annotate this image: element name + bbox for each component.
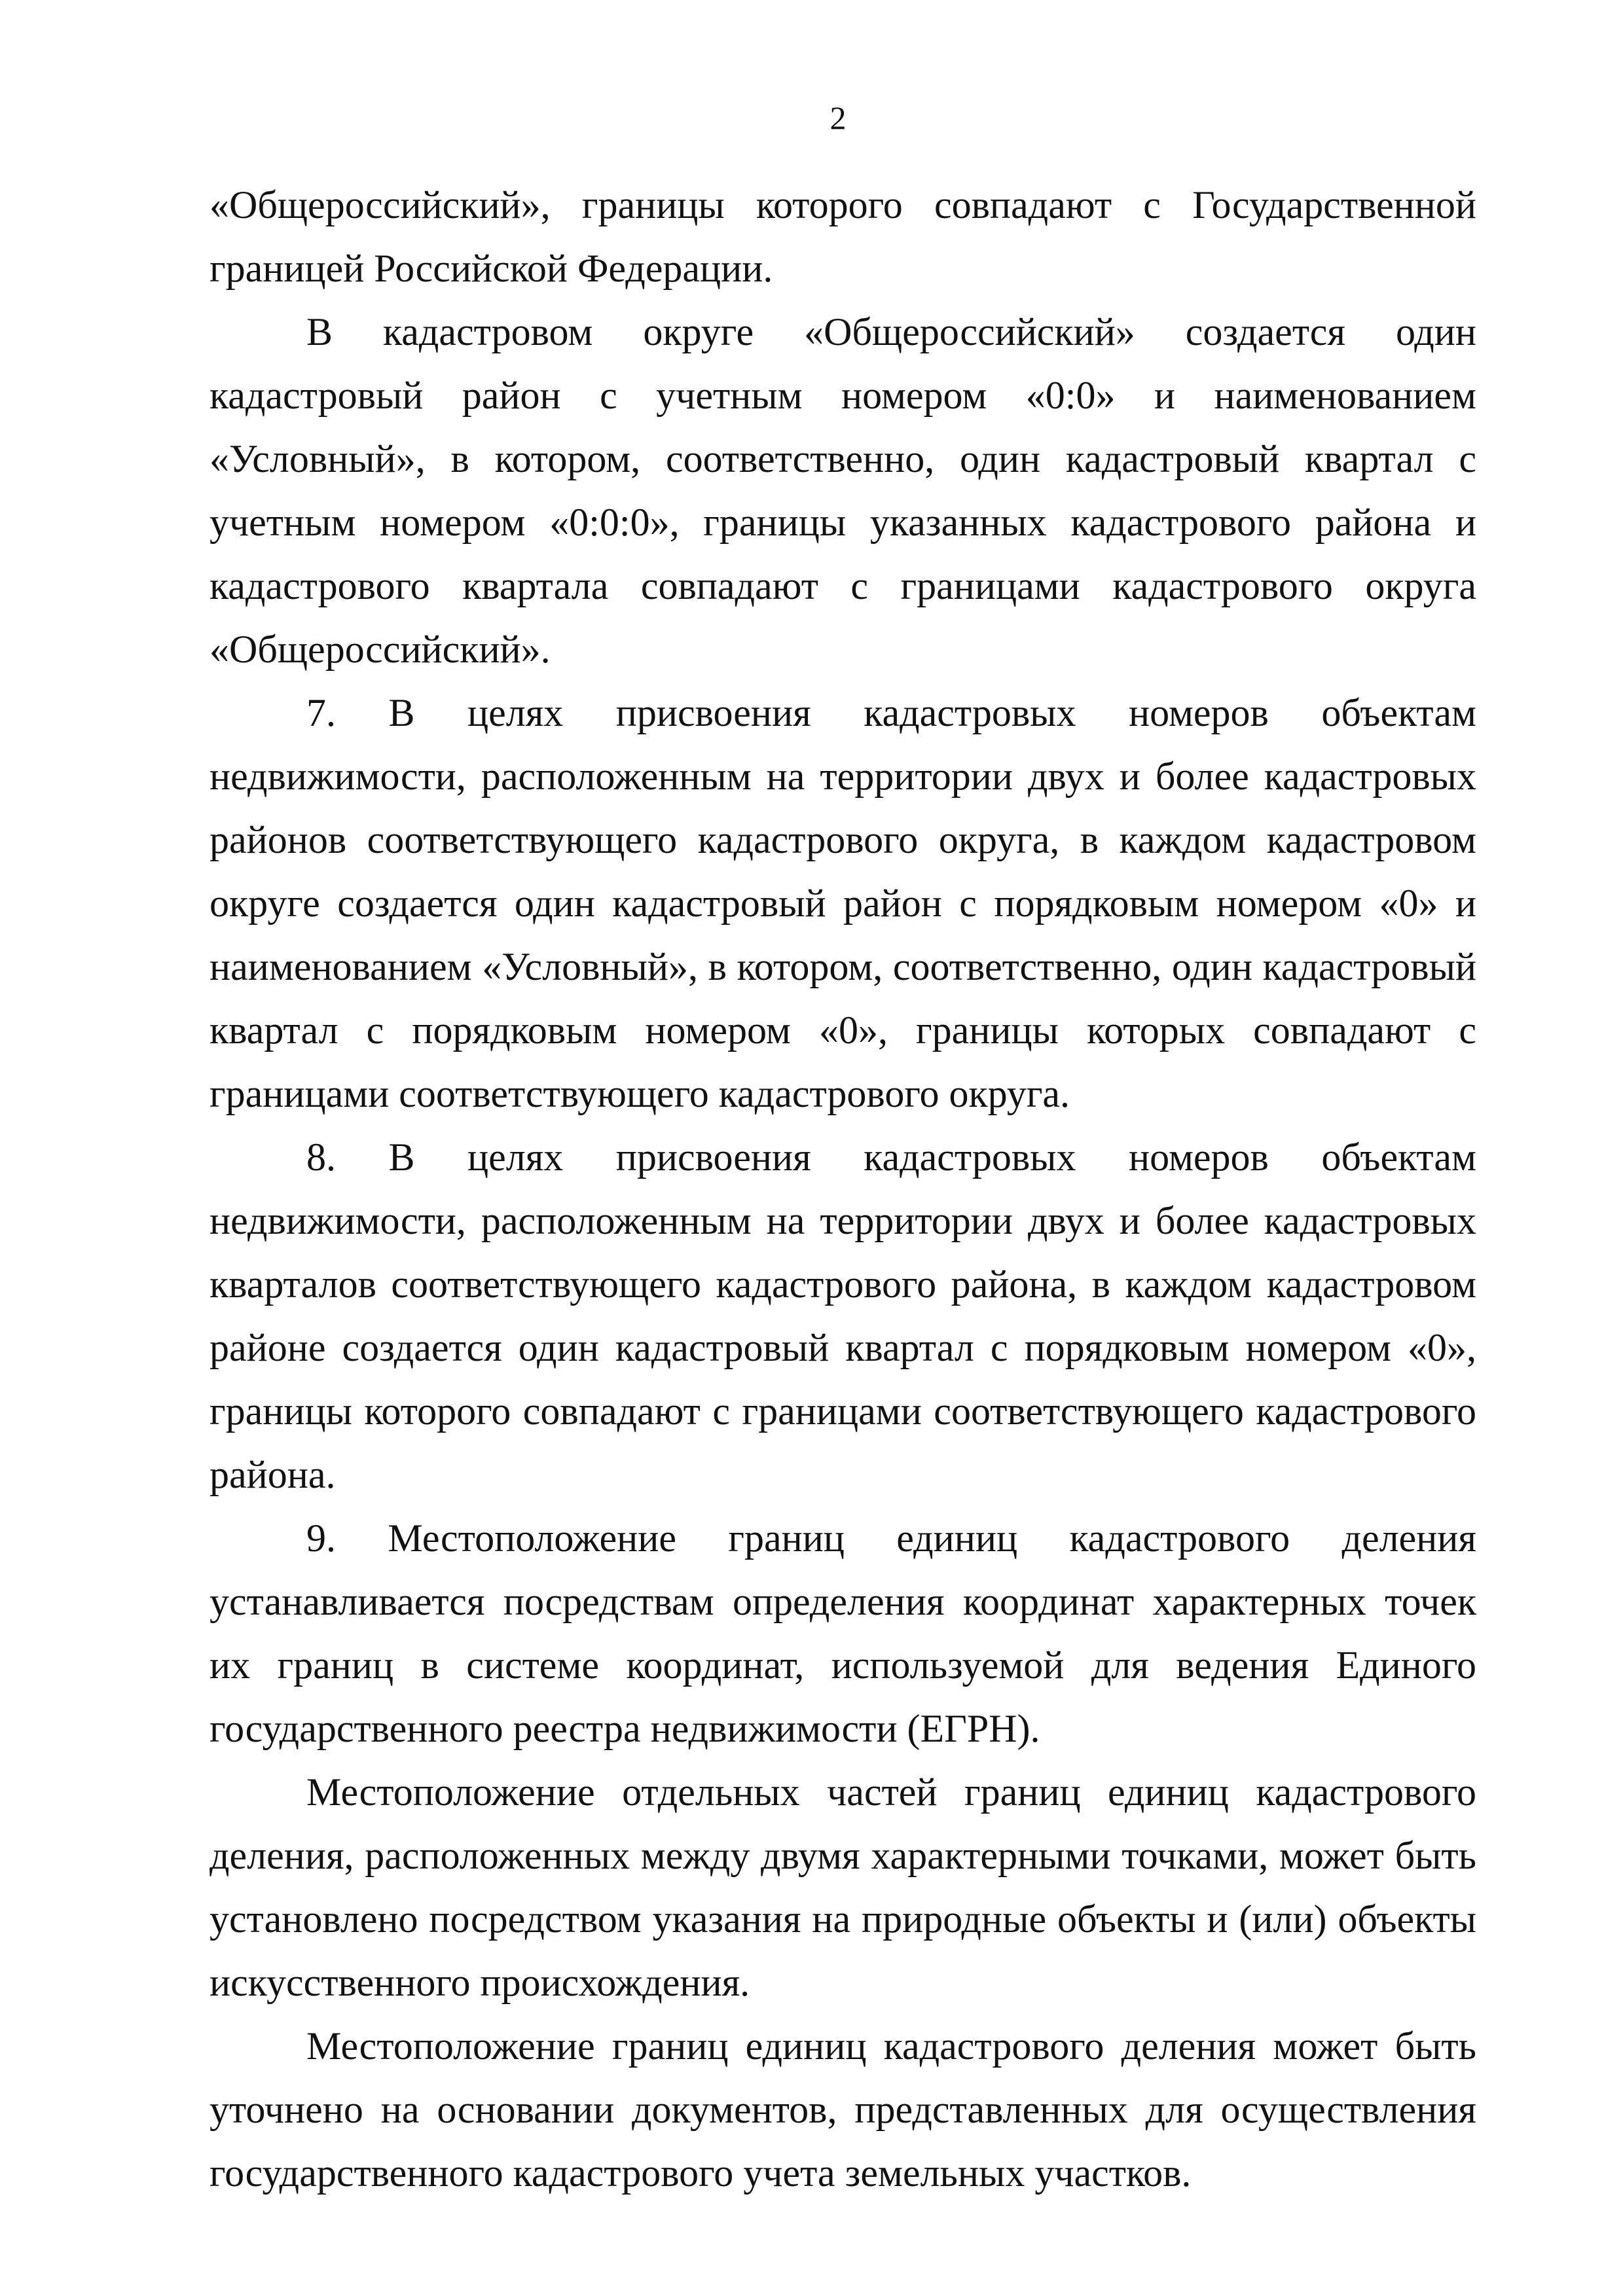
page-number: 2: [830, 99, 847, 136]
paragraph-boundary-clarification: Местоположение границ единиц кадастрового деления может быть уточнено на основании документов, представленных для осуществления государственного кадастрового учета земельных участков.: [210, 2024, 1476, 2195]
paragraph-boundary-parts: Местоположение отдельных частей границ единиц кадастрового деления, расположенных между двумя характерными точками, может быть установлено посредством указания на природные объекты и (или) объекты искусственного происхождения.: [210, 1770, 1476, 2004]
paragraph-item-7: 7. В целях присвоения кадастровых номеров объектам недвижимости, расположенным на территории двух и более кадастровых районов соответствующего кадастрового округа, в каждом кадастровом округе создается один кадастровый район с порядковым номером «0» и наименованием «Условный», в котором, соответственно, один кадастровый квартал с порядковым номером «0», границы которых совпадают с границами соответствующего кадастрового округа.: [210, 691, 1476, 1115]
paragraph-item-8: 8. В целях присвоения кадастровых номеров объектам недвижимости, расположенным на территории двух и более кадастровых кварталов соответствующего кадастрового района, в каждом кадастровом районе создается один кадастровый квартал с порядковым номером «0», границы которого совпадают с границами соответствующего кадастрового района.: [210, 1136, 1476, 1496]
paragraph-continuation: «Общероссийский», границы которого совпадают с Государственной границей Российской Федерации.: [210, 183, 1476, 290]
paragraph-cadastral-district: В кадастровом округе «Общероссийский» создается один кадастровый район с учетным номером «0:0» и наименованием «Условный», в котором, соответственно, один кадастровый квартал с учетным номером «0:0:0», границы указанных кадастрового района и кадастрового квартала совпадают с границами кадастрового округа «Общероссийский».: [210, 310, 1476, 671]
paragraph-item-9: 9. Местоположение границ единиц кадастрового деления устанавливается посредствам определения координат характерных точек их границ в системе координат, используемой для ведения Единого государственного реестра недвижимости (ЕГРН).: [210, 1516, 1476, 1750]
document-body: [210, 173, 1476, 2205]
